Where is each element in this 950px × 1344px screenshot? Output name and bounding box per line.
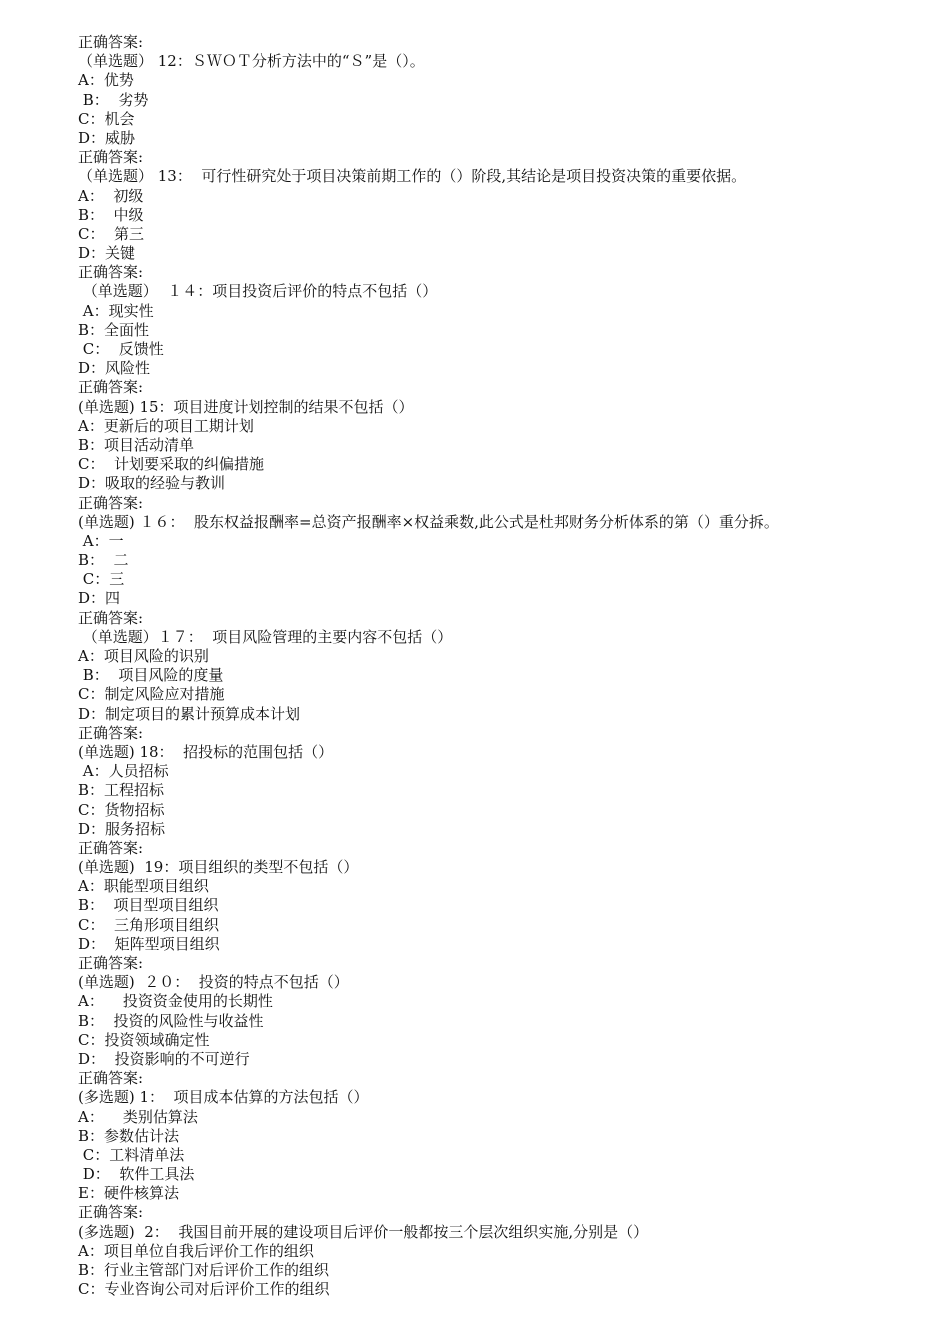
text-line: C：工料清单法 [78, 1145, 185, 1164]
text-line: (单选题) 18： 招投标的范围包括（） [78, 742, 334, 761]
text-line: C： 第三 [78, 224, 145, 243]
text-line: C：货物招标 [78, 800, 165, 819]
text-line: A：职能型项目组织 [78, 877, 209, 896]
text-line: （单选题） １４：项目投资后评价的特点不包括（） [78, 282, 438, 301]
text-line: B： 二 [78, 551, 129, 570]
text-line: A：现实性 [78, 301, 154, 320]
text-line: A： 投资资金使用的长期性 [78, 992, 273, 1011]
text-line: 正确答案: [78, 838, 144, 857]
text-line: 正确答案: [78, 1069, 144, 1088]
text-line: D：风险性 [78, 359, 151, 378]
text-line: D： 矩阵型项目组织 [78, 934, 220, 953]
text-line: E：硬件核算法 [78, 1184, 179, 1203]
text-line: （单选题） 13： 可行性研究处于项目决策前期工作的（）阶段,其结论是项目投资决策的重要依据。 [78, 167, 747, 186]
text-line: A：更新后的项目工期计划 [78, 416, 254, 435]
text-line: C：制定风险应对措施 [78, 685, 225, 704]
text-line: C：专业咨询公司对后评价工作的组织 [78, 1280, 330, 1299]
text-line: 正确答案: [78, 608, 144, 627]
text-line: D：关键 [78, 244, 136, 263]
text-line: A：优势 [78, 71, 134, 90]
text-line: D： 投资影响的不可逆行 [78, 1049, 250, 1068]
text-line: D： 软件工具法 [78, 1165, 195, 1184]
text-line: C：投资领域确定性 [78, 1030, 210, 1049]
text-line: A：一 [78, 531, 124, 550]
text-line: C：机会 [78, 109, 135, 128]
text-line: D：四 [78, 589, 121, 608]
text-line: C：三 [78, 570, 125, 589]
text-line: B： 投资的风险性与收益性 [78, 1011, 264, 1030]
text-line: B： 劣势 [78, 90, 149, 109]
text-line: (多选题) 1： 项目成本估算的方法包括（） [78, 1088, 369, 1107]
text-line: 正确答案: [78, 954, 144, 972]
text-line: (单选题) 15：项目进度计划控制的结果不包括（） [78, 397, 414, 416]
text-line: 正确答案: [78, 493, 144, 512]
text-line: A： 初级 [78, 186, 144, 205]
text-line: C： 计划要采取的纠偏措施 [78, 455, 265, 474]
text-line: 正确答案: [78, 378, 144, 397]
text-line: B： 项目风险的度量 [78, 666, 224, 685]
text-line: A：人员招标 [78, 762, 169, 781]
text-line: B：工程招标 [78, 781, 165, 800]
text-line: B：参数估计法 [78, 1126, 180, 1145]
text-line: 正确答案: [78, 33, 144, 51]
text-line: C： 反馈性 [78, 340, 164, 358]
text-line: D：威胁 [78, 128, 136, 147]
text-line: D：服务招标 [78, 819, 166, 838]
text-line: (单选题) １６： 股东权益报酬率=总资产报酬率×权益乘数,此公式是杜邦财务分析体系的第（）重分拆。 [78, 512, 779, 531]
text-line: (多选题) 2： 我国目前开展的建设项目后评价一般都按三个层次组织实施,分别是（） [78, 1222, 649, 1241]
text-line: D：制定项目的累计预算成本计划 [78, 704, 301, 723]
text-line: B： 项目型项目组织 [78, 896, 219, 915]
text-line: 正确答案: [78, 1203, 144, 1222]
text-line: （单选题） 12：ＳＷＯＴ分析方法中的“Ｓ”是（）。 [78, 52, 425, 71]
text-line: A：项目单位自我后评价工作的组织 [78, 1241, 314, 1260]
text-line: D：吸取的经验与教训 [78, 474, 226, 493]
text-line: A： 类别估算法 [78, 1107, 198, 1126]
text-line: （单选题）１７： 项目风险管理的主要内容不包括（） [78, 627, 453, 646]
text-line: 正确答案: [78, 263, 144, 282]
text-line: 正确答案: [78, 723, 144, 742]
text-line: (单选题) ２０： 投资的特点不包括（） [78, 973, 349, 992]
text-line: 正确答案: [78, 148, 144, 167]
text-line: (单选题) 19：项目组织的类型不包括（） [78, 858, 359, 877]
document-page [78, 33, 938, 1299]
text-line: B：行业主管部门对后评价工作的组织 [78, 1261, 330, 1279]
text-line: B：全面性 [78, 320, 150, 339]
text-line: A：项目风险的识别 [78, 647, 209, 665]
text-line: C： 三角形项目组织 [78, 915, 220, 934]
text-line: B： 中级 [78, 205, 144, 224]
text-line: B：项目活动清单 [78, 435, 195, 454]
